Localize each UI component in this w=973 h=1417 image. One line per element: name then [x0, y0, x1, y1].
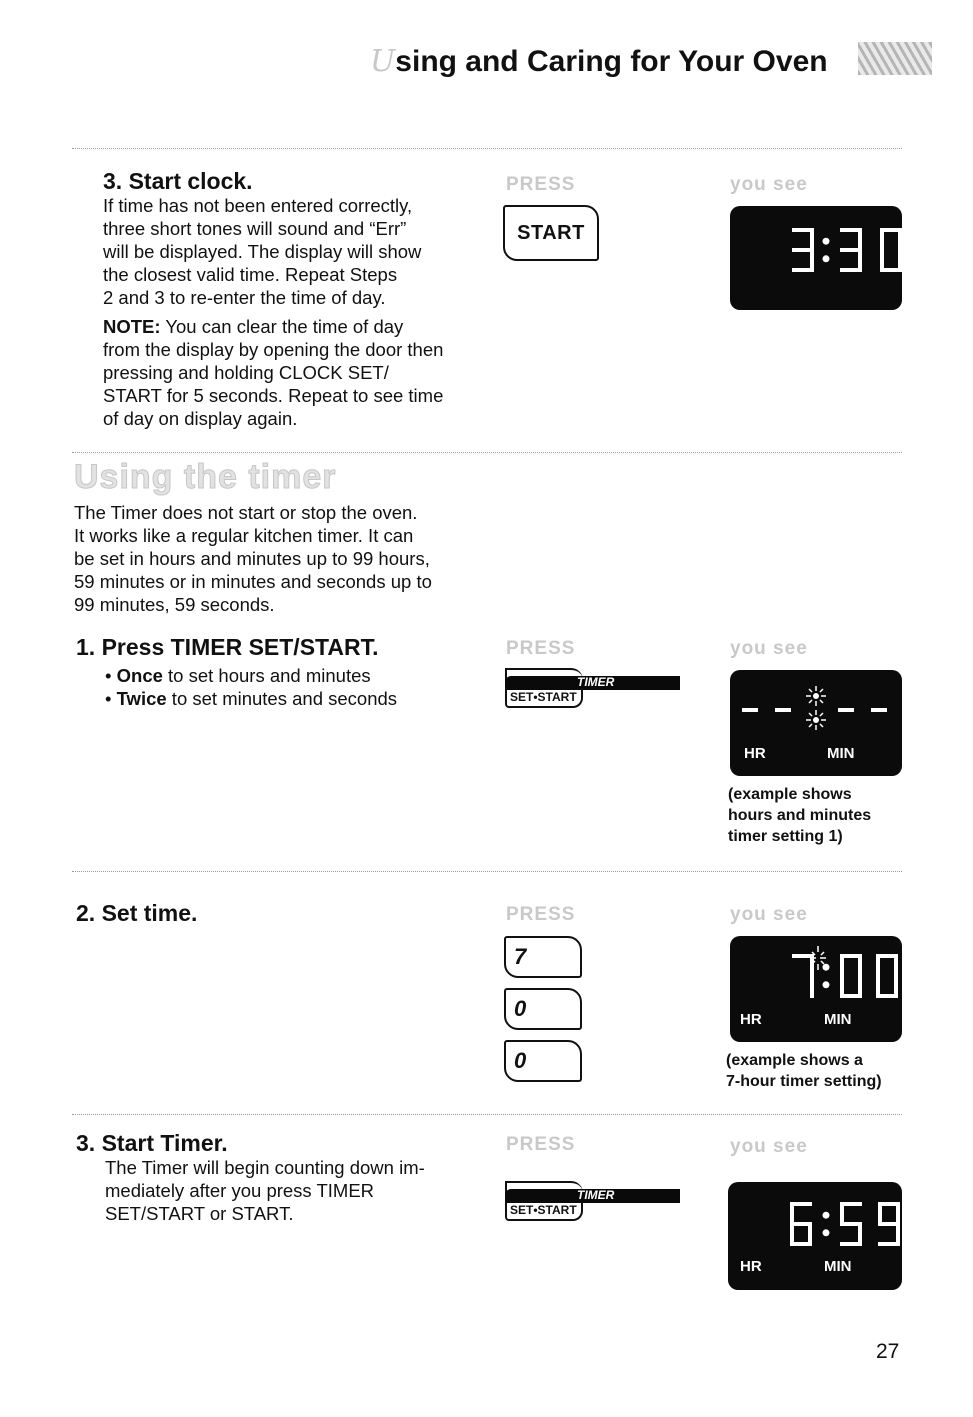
timer-step2-title: 2. Set time. — [76, 900, 198, 926]
display-segment — [880, 250, 884, 272]
timer-sub-label: SET•START — [505, 688, 583, 708]
press-label: PRESS — [506, 904, 576, 925]
display-colon-dot — [823, 255, 830, 262]
note-line: START for 5 seconds. Repeat to see time — [103, 385, 444, 406]
text-line: The Timer will begin counting down im- — [105, 1157, 425, 1178]
min-label: MIN — [824, 1011, 852, 1028]
display-segment — [840, 248, 862, 252]
display-segment — [810, 976, 814, 998]
timer-bar-label: TIMER — [577, 1188, 615, 1202]
display-segment — [898, 228, 902, 250]
bullet-bold: Once — [116, 665, 163, 686]
display-segment — [790, 1222, 812, 1226]
display-segment — [894, 954, 898, 976]
you-see-label: you see — [730, 174, 808, 195]
display-segment — [840, 268, 862, 272]
timer-display-countdown — [728, 1182, 902, 1290]
display-colon-dot — [823, 964, 830, 971]
text-line: 99 minutes, 59 seconds. — [74, 594, 275, 615]
bullet-text: to set hours and minutes — [162, 665, 371, 686]
number-key-0[interactable]: 0 — [504, 1040, 582, 1082]
you-see-label: you see — [730, 638, 808, 659]
display-segment — [878, 1242, 900, 1246]
display-segment — [790, 1202, 794, 1224]
hr-label: HR — [744, 745, 766, 762]
page-title — [370, 44, 828, 79]
timer-display-digits — [728, 1182, 902, 1252]
start-key[interactable]: START — [503, 205, 599, 261]
caption-line: hours and minutes — [728, 807, 872, 824]
text-line: three short tones will sound and “Err” — [103, 218, 407, 239]
display-segment — [878, 1222, 900, 1226]
text-line: SET/START or START. — [105, 1203, 294, 1224]
min-label: MIN — [824, 1258, 852, 1275]
clock-step-title: 3. Start clock. — [103, 168, 253, 194]
timer-sub-label: SET•START — [505, 1201, 583, 1221]
example-caption — [726, 1050, 882, 1092]
note-label: NOTE: — [103, 316, 161, 337]
note-line — [103, 315, 483, 338]
display-segment — [880, 228, 884, 250]
dash-segment — [775, 708, 791, 712]
timer-step1-bullets — [105, 664, 485, 710]
display-segment — [792, 248, 814, 252]
text-line: will be displayed. The display will show — [103, 241, 422, 262]
dash-digits — [730, 670, 902, 740]
text-line: the closest valid time. Repeat Steps — [103, 264, 398, 285]
clock-display — [730, 206, 902, 310]
divider — [72, 452, 902, 453]
display-segment — [876, 954, 880, 976]
display-colon-dot — [823, 1229, 830, 1236]
display-segment — [896, 1202, 900, 1224]
display-segment — [840, 1222, 862, 1226]
press-label: PRESS — [506, 1134, 576, 1155]
hr-label: HR — [740, 1258, 762, 1275]
bullet-item: • Twice to set minutes and seconds — [105, 688, 398, 709]
bullet-bold: Twice — [116, 688, 167, 709]
display-segment — [858, 954, 862, 976]
caption-line: (example shows a — [726, 1052, 863, 1069]
header-pattern-decoration — [858, 42, 932, 75]
timer-step3-text — [105, 1156, 485, 1225]
display-segment — [840, 1202, 844, 1224]
flash-icon — [806, 686, 826, 730]
timer-set-start-key[interactable] — [505, 668, 680, 708]
note-line: pressing and holding CLOCK SET/ — [103, 362, 389, 383]
min-label: MIN — [827, 745, 855, 762]
display-segment — [876, 976, 880, 998]
note-text: You can clear the time of day — [165, 316, 404, 337]
title-text: sing and Caring for Your Oven — [395, 45, 828, 78]
page-number: 27 — [876, 1340, 900, 1363]
number-key-7[interactable]: 7 — [504, 936, 582, 978]
dash-segment — [871, 708, 887, 712]
divider — [72, 148, 902, 149]
press-label: PRESS — [506, 638, 576, 659]
display-segment — [810, 228, 814, 250]
caption-line: 7-hour timer setting) — [726, 1073, 882, 1090]
number-key-0[interactable]: 0 — [504, 988, 582, 1030]
clock-instructions — [103, 194, 483, 430]
timer-display-digits — [730, 936, 902, 1006]
display-segment — [878, 1202, 882, 1224]
display-colon-dot — [823, 981, 830, 988]
display-segment — [858, 228, 862, 250]
dash-segment — [838, 708, 854, 712]
display-segment — [840, 954, 844, 976]
text-line: If time has not been entered correctly, — [103, 195, 413, 216]
timer-set-start-key[interactable] — [505, 1181, 680, 1221]
bullet-text: to set minutes and seconds — [166, 688, 398, 709]
caption-line: timer setting 1) — [728, 828, 843, 845]
text-line: be set in hours and minutes up to 99 hours, — [74, 548, 430, 569]
press-label: PRESS — [506, 174, 576, 195]
caption-line: (example shows — [728, 786, 852, 803]
clock-display-digits — [730, 206, 902, 310]
display-segment — [840, 1242, 862, 1246]
display-segment — [792, 268, 814, 272]
timer-intro — [74, 501, 494, 616]
bullet-item: • Once to set hours and minutes — [105, 665, 371, 686]
note-line: of day on display again. — [103, 408, 298, 429]
example-caption — [728, 784, 871, 847]
text-line: 59 minutes or in minutes and seconds up to — [74, 571, 432, 592]
timer-display-blank — [730, 670, 902, 776]
divider — [72, 871, 902, 872]
timer-display-seven-hours — [730, 936, 902, 1042]
text-line: The Timer does not start or stop the oven. — [74, 502, 418, 523]
timer-step3-title: 3. Start Timer. — [76, 1130, 228, 1156]
display-colon-dot — [823, 1212, 830, 1219]
timer-step1-title: 1. Press TIMER SET/START. — [76, 634, 379, 660]
text-line: It works like a regular kitchen timer. It can — [74, 525, 414, 546]
section-heading: Using the timer — [74, 458, 337, 496]
text-line: 2 and 3 to re-enter the time of day. — [103, 287, 386, 308]
you-see-label: you see — [730, 904, 808, 925]
dash-segment — [742, 708, 758, 712]
note-line: from the display by opening the door then — [103, 339, 444, 360]
display-segment — [790, 1224, 794, 1246]
title-initial: U — [370, 44, 396, 79]
display-segment — [840, 976, 844, 998]
display-colon-dot — [823, 238, 830, 245]
hr-label: HR — [740, 1011, 762, 1028]
divider — [72, 1114, 902, 1115]
text-line: mediately after you press TIMER — [105, 1180, 375, 1201]
timer-bar-label: TIMER — [577, 675, 615, 689]
you-see-label: you see — [730, 1136, 808, 1157]
